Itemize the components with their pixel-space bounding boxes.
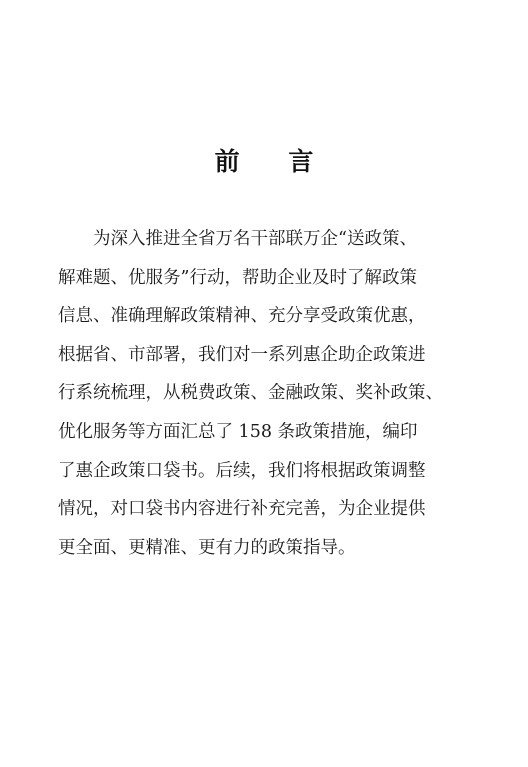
paragraph-line: 解难题、优服务”行动，帮助企业及时了解政策	[58, 267, 417, 288]
page-title: 前 言	[214, 147, 334, 176]
paragraph-line: 情况，对口袋书内容进行补充完善，为企业提供	[58, 499, 426, 520]
paragraph-line: 信息、准确理解政策精神、充分享受政策优惠，	[58, 306, 426, 327]
paragraph-line: 为深入推进全省万名干部联万企“送政策、	[93, 229, 417, 249]
paragraph-line: 了惠企政策口袋书。后续，我们将根据政策调整	[58, 460, 426, 481]
paragraph-line: 优化服务等方面汇总了 158 条政策措施，编印	[58, 421, 418, 442]
preface-paragraph	[58, 220, 478, 567]
paragraph-line: 更全面、更精准、更有力的政策指导。	[58, 537, 356, 558]
paragraph-line: 行系统梳理，从税费政策、金融政策、奖补政策、	[58, 383, 443, 404]
paragraph-line: 根据省、市部署，我们对一系列惠企助企政策进	[58, 344, 426, 365]
